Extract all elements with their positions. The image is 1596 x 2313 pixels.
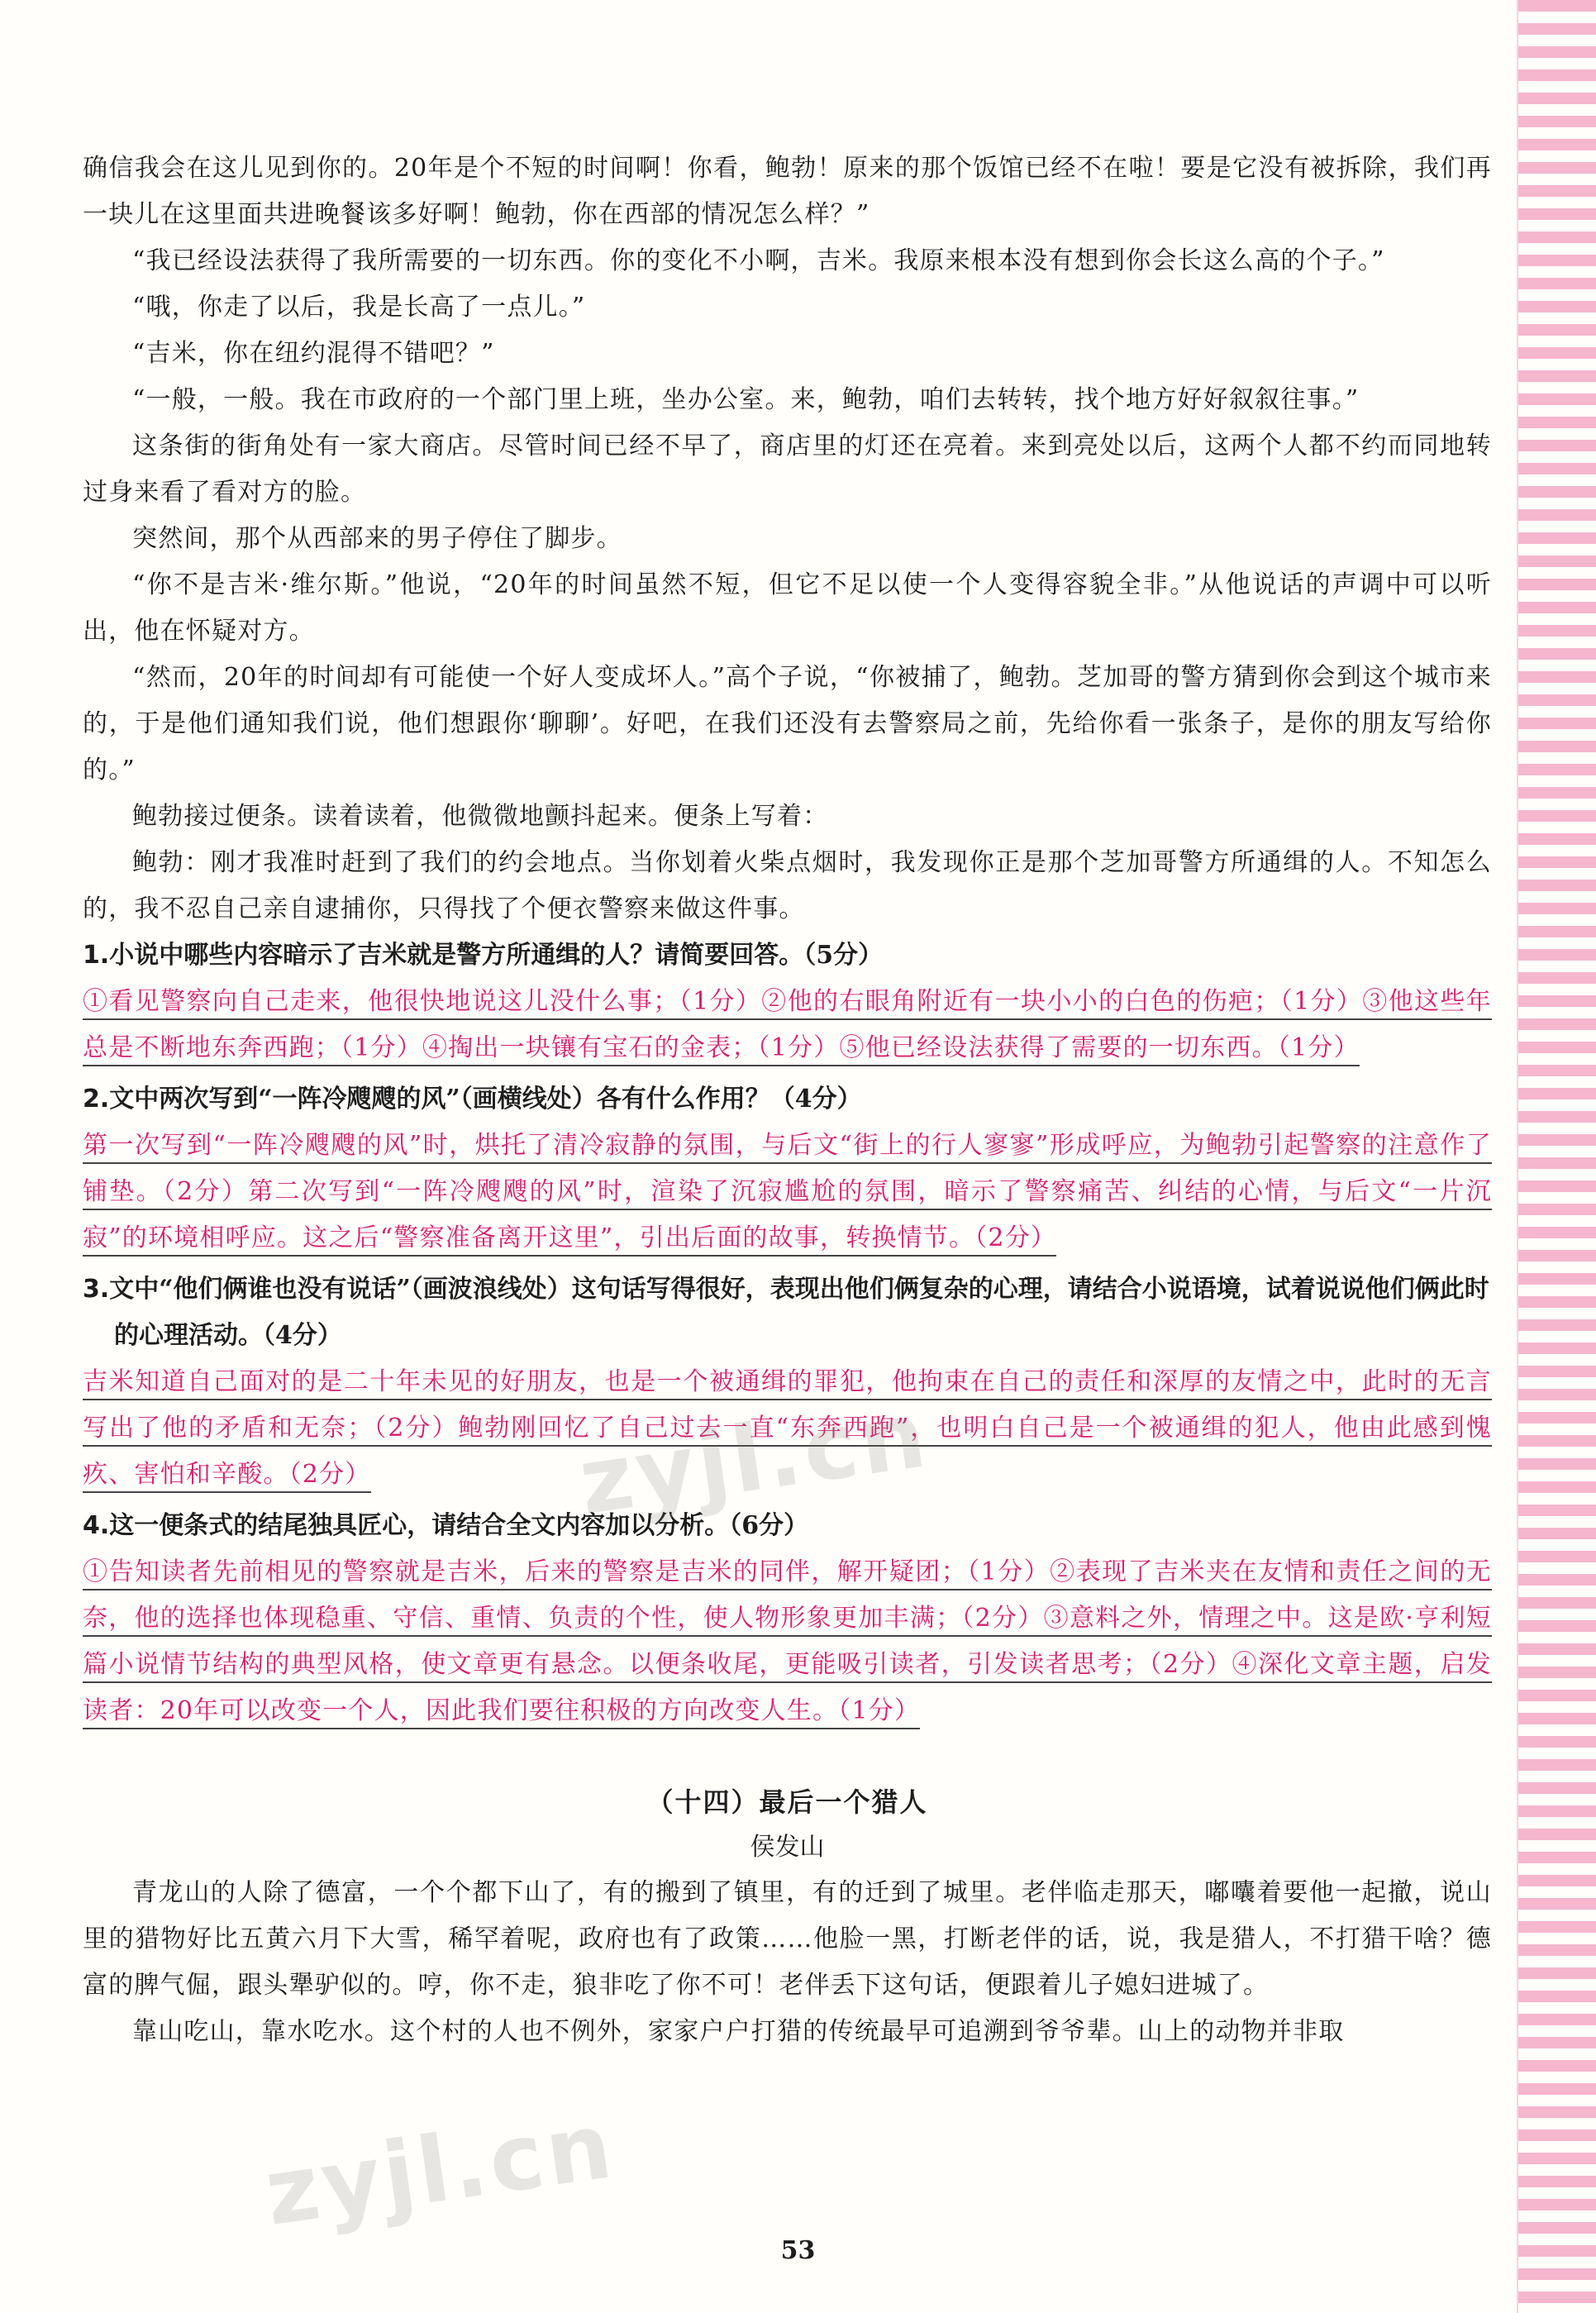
question-number: 2. — [83, 1085, 110, 1114]
answer-text: ①看见警察向自己走来，他很快地说这儿没什么事；（1分）②他的右眼角附近有一块小小的白色的伤疤；（1分）③他这些年总是不断地东奔西跑；（1分）④掏出一块镶有宝石的金表；（1分）⑤他已经设法获得了需要的一切东西。（1分） — [83, 987, 1492, 1066]
section-title: （十四）最后一个猎人 — [646, 1786, 928, 1818]
question-number: 1. — [83, 941, 110, 970]
paragraph: 青龙山的人除了德富，一个个都下山了，有的搬到了镇里，有的迁到了城里。老伴临走那天，嘟囔着要他一起撤，说山里的猎物好比五黄六月下大雪，稀罕着呢，政府也有了政策……他脸一黑，打断老伴的话，说，我是猎人，不打猎干啥？德富的脾气倔，跟头犟驴似的。哼，你不走，狼非吃了你不可！老伴丢下这句话，便跟着儿子媳妇进城了。 — [83, 1878, 1492, 2000]
question-text: 这一便条式的结尾独具匠心，请结合全文内容加以分析。（6分） — [109, 1511, 809, 1540]
decorative-pink-stripe — [1518, 0, 1596, 2313]
question-text: 文中“他们俩谁也没有说话”（画波浪线处）这句话写得很好，表现出他们俩复杂的心理，请结合小说语境，试着说说他们俩此时的心理活动。（4分） — [109, 1275, 1489, 1350]
paragraph: 这条街的街角处有一家大商店。尽管时间已经不早了，商店里的灯还在亮着。来到亮处以后，这两个人都不约而同地转过身来看了看对方的脸。 — [83, 432, 1492, 507]
paragraph: 突然间，那个从西部来的男子停住了脚步。 — [132, 524, 622, 553]
question-number: 4. — [83, 1511, 110, 1540]
question-4 — [83, 1503, 1492, 1549]
paragraph: 靠山吃山，靠水吃水。这个村的人也不例外，家家户户打猎的传统最早可追溯到爷爷辈。山上的动物并非取 — [132, 2017, 1345, 2046]
paragraph: 鲍勃接过便条。读着读着，他微微地颤抖起来。便条上写着： — [132, 802, 829, 831]
paragraph: “哦，你走了以后，我是长高了一点儿。” — [132, 293, 586, 322]
question-1 — [83, 932, 1492, 979]
page-number: 53 — [780, 2236, 816, 2265]
answer-text: 吉米知道自己面对的是二十年未见的好朋友，也是一个被通缉的罪犯，他拘束在自己的责任和深厚的友情之中，此时的无言写出了他的矛盾和无奈；（2分）鲍勃刚回忆了自己过去一直“东奔西跑”，也明白自己是一个被通缉的犯人，他由此感到愧疚、害怕和辛酸。（2分） — [83, 1367, 1492, 1493]
answer-text: ①告知读者先前相见的警察就是吉米，后来的警察是吉米的同伴，解开疑团；（1分）②表现了吉米夹在友情和责任之间的无奈，他的选择也体现稳重、守信、重情、负责的个性，使人物形象更加丰满；（2分）③意料之外，情理之中。这是欧·亨利短篇小说情节结构的典型风格，使文章更有悬念。以便条收尾，更能吸引读者，引发读者思考；（2分）④深化文章主题，启发读者：20年可以改变一个人，因此我们要往积极的方向改变人生。（1分） — [83, 1557, 1492, 1729]
question-block — [83, 932, 1492, 1734]
answer-text: 第一次写到“一阵冷飕飕的风”时，烘托了清冷寂静的氛围，与后文“街上的行人寥寥”形成呼应，为鲍勃引起警察的注意作了铺垫。（2分）第二次写到“一阵冷飕飕的风”时，渲染了沉寂尴尬的氛围，暗示了警察痛苦、纠结的心情，与后文“一片沉寂”的环境相呼应。这之后“警察准备离开这里”，引出后面的故事，转换情节。（2分） — [83, 1131, 1492, 1257]
answer-1 — [83, 979, 1492, 1071]
page-content — [83, 145, 1492, 2055]
answer-4 — [83, 1549, 1492, 1734]
watermark-logo: zyjl.cn — [573, 1381, 936, 1535]
paragraph: “我已经设法获得了我所需要的一切东西。你的变化不小啊，吉米。我原来根本没有想到你会长这么高的个子。” — [132, 246, 1385, 275]
answer-2 — [83, 1123, 1492, 1261]
paragraph: 鲍勃：刚才我准时赶到了我们的约会地点。当你划着火柴点烟时，我发现你正是那个芝加哥警方所通缉的人。不知怎么的，我不忍自己亲自逮捕你，只得找了个便衣警察来做这件事。 — [83, 848, 1492, 923]
paragraph: “吉米，你在纽约混得不错吧？” — [132, 339, 495, 368]
question-text: 文中两次写到“一阵冷飕飕的风”（画横线处）各有什么作用？（4分） — [109, 1085, 862, 1114]
question-text: 小说中哪些内容暗示了吉米就是警方所通缉的人？请简要回答。（5分） — [109, 941, 884, 970]
question-3 — [83, 1266, 1492, 1359]
paragraph: “然而，20年的时间却有可能使一个好人变成坏人。”高个子说，“你被捕了，鲍勃。芝加哥的警方猜到你会到这个城市来的，于是他们通知我们说，他们想跟你‘聊聊’。好吧，在我们还没有去警察局之前，先给你看一张条子，是你的朋友写给你的。” — [83, 663, 1492, 785]
watermark-logo: zyjl.cn — [259, 2092, 622, 2246]
question-2 — [83, 1076, 1492, 1123]
paragraph: 确信我会在这儿见到你的。20年是个不短的时间啊！你看，鲍勃！原来的那个饭馆已经不在啦！要是它没有被拆除，我们再一块儿在这里面共进晚餐该多好啊！鲍勃，你在西部的情况怎么样？” — [83, 154, 1492, 229]
paragraph: “你不是吉米·维尔斯。”他说，“20年的时间虽然不短，但它不足以使一个人变得容貌全非。”从他说话的声调中可以听出，他在怀疑对方。 — [83, 570, 1492, 646]
paragraph: “一般，一般。我在市政府的一个部门里上班，坐办公室。来，鲍勃，咱们去转转，找个地方好好叙叙往事。” — [132, 385, 1360, 414]
section-author: 侯发山 — [750, 1833, 825, 1862]
question-number: 3. — [83, 1275, 110, 1304]
story-text — [83, 145, 1492, 932]
